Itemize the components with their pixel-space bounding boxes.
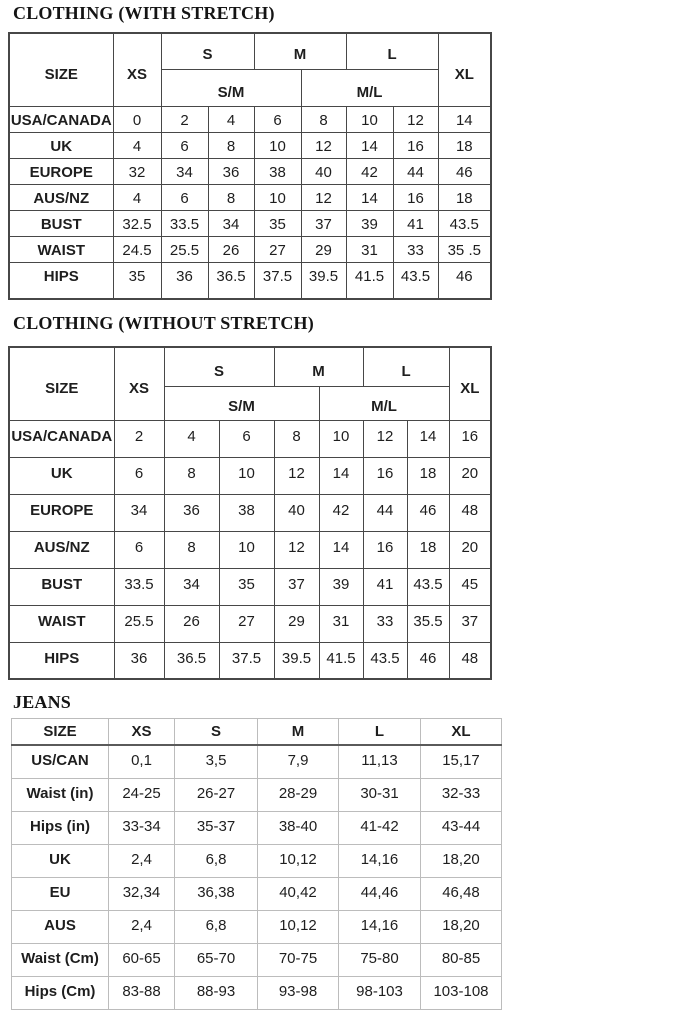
- header-cell-xl: XL: [421, 719, 502, 746]
- row-label: HIPS: [9, 642, 114, 679]
- value-cell: 14: [407, 420, 449, 457]
- header-group-row: [9, 347, 491, 386]
- value-cell: 31: [319, 605, 363, 642]
- value-cell: 37: [301, 210, 346, 236]
- row-label: HIPS: [9, 262, 113, 299]
- value-cell: 4: [208, 106, 254, 132]
- value-cell: 38: [254, 158, 301, 184]
- header-cell-sm: S/M: [161, 69, 301, 106]
- value-cell: 24-25: [109, 778, 175, 811]
- value-cell: 32,34: [109, 877, 175, 910]
- header-cell-xl: XL: [438, 33, 491, 106]
- value-cell: 6: [219, 420, 274, 457]
- value-cell: 88-93: [175, 976, 258, 1009]
- value-cell: 65-70: [175, 943, 258, 976]
- value-cell: 10,12: [258, 910, 339, 943]
- value-cell: 16: [363, 531, 407, 568]
- header-cell-m: M: [274, 347, 363, 386]
- value-cell: 10: [346, 106, 393, 132]
- value-cell: 43.5: [407, 568, 449, 605]
- table-row: [12, 745, 502, 778]
- value-cell: 31: [346, 236, 393, 262]
- value-cell: 70-75: [258, 943, 339, 976]
- value-cell: 37.5: [219, 642, 274, 679]
- value-cell: 20: [449, 531, 491, 568]
- value-cell: 41.5: [319, 642, 363, 679]
- value-cell: 32.5: [113, 210, 161, 236]
- value-cell: 7,9: [258, 745, 339, 778]
- clothing-with-stretch-section: [8, 3, 688, 300]
- table-row: [12, 943, 502, 976]
- value-cell: 41: [363, 568, 407, 605]
- table-row: [9, 184, 491, 210]
- row-label: EUROPE: [9, 158, 113, 184]
- value-cell: 4: [113, 132, 161, 158]
- value-cell: 36: [114, 642, 164, 679]
- row-label: Hips (Cm): [12, 976, 109, 1009]
- value-cell: 32-33: [421, 778, 502, 811]
- value-cell: 37.5: [254, 262, 301, 299]
- row-label: AUS: [12, 910, 109, 943]
- row-label: UK: [12, 844, 109, 877]
- value-cell: 3,5: [175, 745, 258, 778]
- header-cell-sm: S/M: [164, 386, 319, 420]
- value-cell: 40: [274, 494, 319, 531]
- section-title: CLOTHING (WITHOUT STRETCH): [13, 313, 314, 333]
- header-cell-xl: XL: [449, 347, 491, 420]
- value-cell: 80-85: [421, 943, 502, 976]
- section-title: CLOTHING (WITH STRETCH): [13, 3, 275, 23]
- row-label: Waist (Cm): [12, 943, 109, 976]
- value-cell: 103-108: [421, 976, 502, 1009]
- value-cell: 4: [113, 184, 161, 210]
- header-cell-s: S: [175, 719, 258, 746]
- row-label: AUS/NZ: [9, 184, 113, 210]
- header-cell-s: S: [164, 347, 274, 386]
- value-cell: 39.5: [274, 642, 319, 679]
- value-cell: 48: [449, 494, 491, 531]
- header-cell-m: M: [258, 719, 339, 746]
- table-row: [9, 262, 491, 299]
- value-cell: 26-27: [175, 778, 258, 811]
- value-cell: 14: [319, 531, 363, 568]
- value-cell: 75-80: [339, 943, 421, 976]
- row-label: BUST: [9, 568, 114, 605]
- value-cell: 24.5: [113, 236, 161, 262]
- value-cell: 34: [114, 494, 164, 531]
- value-cell: 14,16: [339, 910, 421, 943]
- table-row: [12, 778, 502, 811]
- value-cell: 25.5: [161, 236, 208, 262]
- clothing-with-stretch-table: [8, 32, 492, 300]
- value-cell: 10: [319, 420, 363, 457]
- value-cell: 34: [164, 568, 219, 605]
- value-cell: 44: [363, 494, 407, 531]
- value-cell: 37: [274, 568, 319, 605]
- value-cell: 18: [407, 457, 449, 494]
- value-cell: 35: [219, 568, 274, 605]
- value-cell: 40,42: [258, 877, 339, 910]
- value-cell: 36.5: [164, 642, 219, 679]
- value-cell: 18: [407, 531, 449, 568]
- table-row: [9, 642, 491, 679]
- header-cell-ml: M/L: [319, 386, 449, 420]
- value-cell: 42: [319, 494, 363, 531]
- jeans-table: [11, 718, 502, 1010]
- value-cell: 38-40: [258, 811, 339, 844]
- jeans-section: [8, 692, 688, 1010]
- row-label: EU: [12, 877, 109, 910]
- value-cell: 32: [113, 158, 161, 184]
- value-cell: 36: [164, 494, 219, 531]
- table-row: [9, 236, 491, 262]
- value-cell: 14: [346, 132, 393, 158]
- header-cell-xs: XS: [114, 347, 164, 420]
- value-cell: 16: [393, 132, 438, 158]
- value-cell: 8: [164, 457, 219, 494]
- value-cell: 6: [254, 106, 301, 132]
- table-row: [9, 494, 491, 531]
- value-cell: 14: [438, 106, 491, 132]
- row-label: UK: [9, 457, 114, 494]
- value-cell: 27: [219, 605, 274, 642]
- header-cell-size: SIZE: [9, 347, 114, 420]
- table-row: [9, 531, 491, 568]
- value-cell: 38: [219, 494, 274, 531]
- value-cell: 46: [438, 158, 491, 184]
- header-cell-s: S: [161, 33, 254, 69]
- row-label: US/CAN: [12, 745, 109, 778]
- value-cell: 10: [219, 457, 274, 494]
- value-cell: 44,46: [339, 877, 421, 910]
- value-cell: 36,38: [175, 877, 258, 910]
- value-cell: 39: [346, 210, 393, 236]
- table-row: [12, 910, 502, 943]
- value-cell: 30-31: [339, 778, 421, 811]
- value-cell: 6: [161, 132, 208, 158]
- header-row: [12, 719, 502, 746]
- table-row: [12, 976, 502, 1009]
- table-row: [9, 420, 491, 457]
- header-cell-size: SIZE: [9, 33, 113, 106]
- value-cell: 8: [208, 184, 254, 210]
- row-label: AUS/NZ: [9, 531, 114, 568]
- value-cell: 18,20: [421, 910, 502, 943]
- value-cell: 6,8: [175, 844, 258, 877]
- value-cell: 46: [407, 642, 449, 679]
- header-cell-l: L: [339, 719, 421, 746]
- header-cell-xs: XS: [109, 719, 175, 746]
- value-cell: 12: [274, 531, 319, 568]
- value-cell: 0: [113, 106, 161, 132]
- value-cell: 36.5: [208, 262, 254, 299]
- value-cell: 18,20: [421, 844, 502, 877]
- value-cell: 36: [208, 158, 254, 184]
- value-cell: 8: [208, 132, 254, 158]
- value-cell: 16: [449, 420, 491, 457]
- value-cell: 20: [449, 457, 491, 494]
- value-cell: 12: [301, 132, 346, 158]
- value-cell: 29: [301, 236, 346, 262]
- value-cell: 34: [161, 158, 208, 184]
- value-cell: 12: [393, 106, 438, 132]
- value-cell: 34: [208, 210, 254, 236]
- value-cell: 26: [208, 236, 254, 262]
- value-cell: 8: [274, 420, 319, 457]
- value-cell: 93-98: [258, 976, 339, 1009]
- header-cell-m: M: [254, 33, 346, 69]
- value-cell: 33.5: [161, 210, 208, 236]
- table-row: [12, 811, 502, 844]
- row-label: EUROPE: [9, 494, 114, 531]
- value-cell: 10: [254, 184, 301, 210]
- table-row: [9, 457, 491, 494]
- clothing-without-stretch-section: [8, 313, 688, 680]
- value-cell: 36: [161, 262, 208, 299]
- value-cell: 25.5: [114, 605, 164, 642]
- value-cell: 14: [346, 184, 393, 210]
- value-cell: 10,12: [258, 844, 339, 877]
- value-cell: 41.5: [346, 262, 393, 299]
- value-cell: 10: [254, 132, 301, 158]
- value-cell: 45: [449, 568, 491, 605]
- value-cell: 40: [301, 158, 346, 184]
- section-title: JEANS: [13, 692, 72, 712]
- value-cell: 42: [346, 158, 393, 184]
- value-cell: 6: [161, 184, 208, 210]
- value-cell: 48: [449, 642, 491, 679]
- value-cell: 41: [393, 210, 438, 236]
- value-cell: 14: [319, 457, 363, 494]
- value-cell: 12: [301, 184, 346, 210]
- table-row: [9, 605, 491, 642]
- value-cell: 16: [363, 457, 407, 494]
- value-cell: 8: [301, 106, 346, 132]
- header-cell-xs: XS: [113, 33, 161, 106]
- value-cell: 43.5: [438, 210, 491, 236]
- clothing-without-stretch-table: [8, 346, 492, 680]
- value-cell: 14,16: [339, 844, 421, 877]
- row-label: USA/CANADA: [9, 420, 114, 457]
- value-cell: 28-29: [258, 778, 339, 811]
- value-cell: 35: [254, 210, 301, 236]
- table-row: [9, 210, 491, 236]
- value-cell: 35 .5: [438, 236, 491, 262]
- table-row: [9, 158, 491, 184]
- value-cell: 0,1: [109, 745, 175, 778]
- value-cell: 18: [438, 184, 491, 210]
- value-cell: 35: [113, 262, 161, 299]
- value-cell: 26: [164, 605, 219, 642]
- value-cell: 33.5: [114, 568, 164, 605]
- value-cell: 33-34: [109, 811, 175, 844]
- row-label: BUST: [9, 210, 113, 236]
- row-label: USA/CANADA: [9, 106, 113, 132]
- value-cell: 41-42: [339, 811, 421, 844]
- value-cell: 2,4: [109, 844, 175, 877]
- value-cell: 46,48: [421, 877, 502, 910]
- table-row: [12, 844, 502, 877]
- value-cell: 46: [407, 494, 449, 531]
- row-label: WAIST: [9, 236, 113, 262]
- row-label: UK: [9, 132, 113, 158]
- value-cell: 10: [219, 531, 274, 568]
- table-row: [9, 568, 491, 605]
- value-cell: 2: [161, 106, 208, 132]
- header-cell-l: L: [363, 347, 449, 386]
- value-cell: 12: [363, 420, 407, 457]
- value-cell: 12: [274, 457, 319, 494]
- header-cell-l: L: [346, 33, 438, 69]
- header-cell-size: SIZE: [12, 719, 109, 746]
- value-cell: 29: [274, 605, 319, 642]
- value-cell: 6: [114, 457, 164, 494]
- value-cell: 37: [449, 605, 491, 642]
- value-cell: 2: [114, 420, 164, 457]
- header-group-row: [9, 33, 491, 69]
- value-cell: 15,17: [421, 745, 502, 778]
- header-cell-ml: M/L: [301, 69, 438, 106]
- value-cell: 33: [363, 605, 407, 642]
- table-row: [12, 877, 502, 910]
- row-label: Hips (in): [12, 811, 109, 844]
- value-cell: 60-65: [109, 943, 175, 976]
- value-cell: 18: [438, 132, 491, 158]
- value-cell: 44: [393, 158, 438, 184]
- value-cell: 33: [393, 236, 438, 262]
- row-label: WAIST: [9, 605, 114, 642]
- table-row: [9, 132, 491, 158]
- value-cell: 6: [114, 531, 164, 568]
- value-cell: 83-88: [109, 976, 175, 1009]
- table-row: [9, 106, 491, 132]
- value-cell: 27: [254, 236, 301, 262]
- value-cell: 43.5: [363, 642, 407, 679]
- value-cell: 39: [319, 568, 363, 605]
- value-cell: 39.5: [301, 262, 346, 299]
- value-cell: 46: [438, 262, 491, 299]
- value-cell: 98-103: [339, 976, 421, 1009]
- value-cell: 43.5: [393, 262, 438, 299]
- value-cell: 8: [164, 531, 219, 568]
- row-label: Waist (in): [12, 778, 109, 811]
- value-cell: 11,13: [339, 745, 421, 778]
- value-cell: 4: [164, 420, 219, 457]
- value-cell: 16: [393, 184, 438, 210]
- value-cell: 35-37: [175, 811, 258, 844]
- value-cell: 2,4: [109, 910, 175, 943]
- value-cell: 6,8: [175, 910, 258, 943]
- value-cell: 35.5: [407, 605, 449, 642]
- value-cell: 43-44: [421, 811, 502, 844]
